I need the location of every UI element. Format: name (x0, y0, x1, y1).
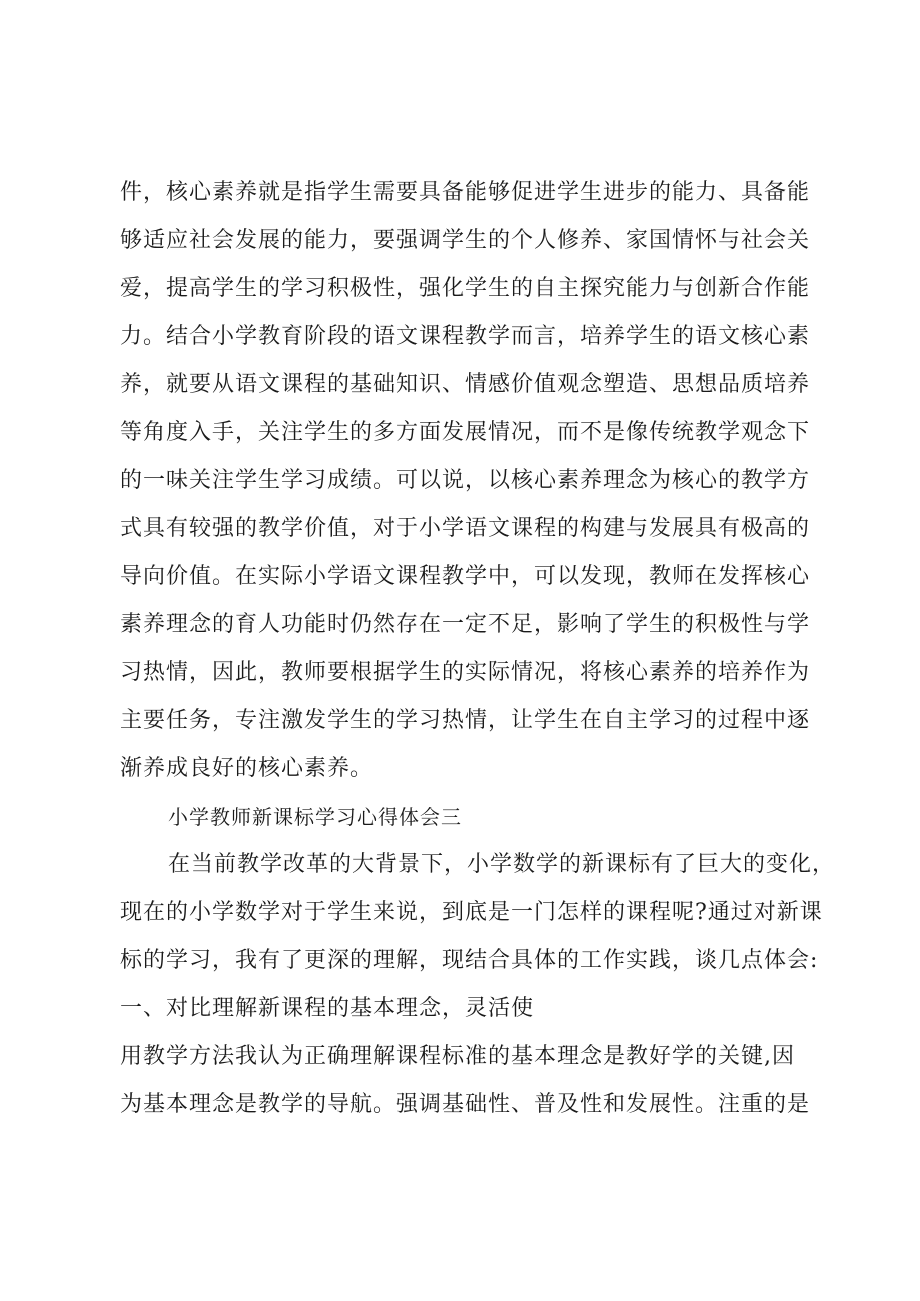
body-line-3: 爱，提高学生的学习积极性，强化学生的自主探究能力与创新合作能 (120, 276, 811, 301)
body-line-11: 习热情，因此，教师要根据学生的实际情况，将核心素养的培养作为 (120, 660, 811, 685)
body-line-5: 养，就要从语文课程的基础知识、情感价值观念塑造、思想品质培养 (120, 372, 811, 397)
section-line-4: 一、对比理解新课程的基本理念，灵活使 (120, 996, 535, 1021)
body-line-6: 等角度入手，关注学生的多方面发展情况，而不是像传统教学观念下 (120, 420, 811, 445)
body-line-4: 力。结合小学教育阶段的语文课程教学而言，培养学生的语文核心素 (120, 324, 811, 349)
body-line-7: 的一味关注学生学习成绩。可以说，以核心素养理念为核心的教学方 (120, 468, 811, 493)
body-line-10: 素养理念的育人功能时仍然存在一定不足，影响了学生的积极性与学 (120, 612, 811, 637)
body-line-1: 件，核心素养就是指学生需要具备能够促进学生进步的能力、具备能 (120, 180, 811, 205)
body-line-8: 式具有较强的教学价值，对于小学语文课程的构建与发展具有极高的 (120, 516, 811, 541)
section-line-5: 用教学方法我认为正确理解课程标准的基本理念是教好学的关键,因 (120, 1044, 795, 1069)
section-line-1: 在当前教学改革的大背景下，小学数学的新课标有了巨大的变化， (168, 852, 836, 877)
body-line-9: 导向价值。在实际小学语文课程教学中，可以发现，教师在发挥核心 (120, 564, 811, 589)
section-line-2: 现在的小学数学对于学生来说，到底是一门怎样的课程呢?通过对新课 (120, 900, 823, 925)
body-line-12: 主要任务，专注激发学生的学习热情，让学生在自主学习的过程中逐 (120, 708, 811, 733)
section-line-6: 为基本理念是教学的导航。强调基础性、普及性和发展性。注重的是 (120, 1092, 811, 1117)
body-line-2: 够适应社会发展的能力，要强调学生的个人修养、家国情怀与社会关 (120, 228, 811, 253)
section-line-3: 标的学习，我有了更深的理解，现结合具体的工作实践，谈几点体会: (120, 948, 819, 973)
body-line-13: 渐养成良好的核心素养。 (120, 756, 374, 781)
section-title: 小学教师新课标学习心得体会三 (168, 805, 462, 829)
